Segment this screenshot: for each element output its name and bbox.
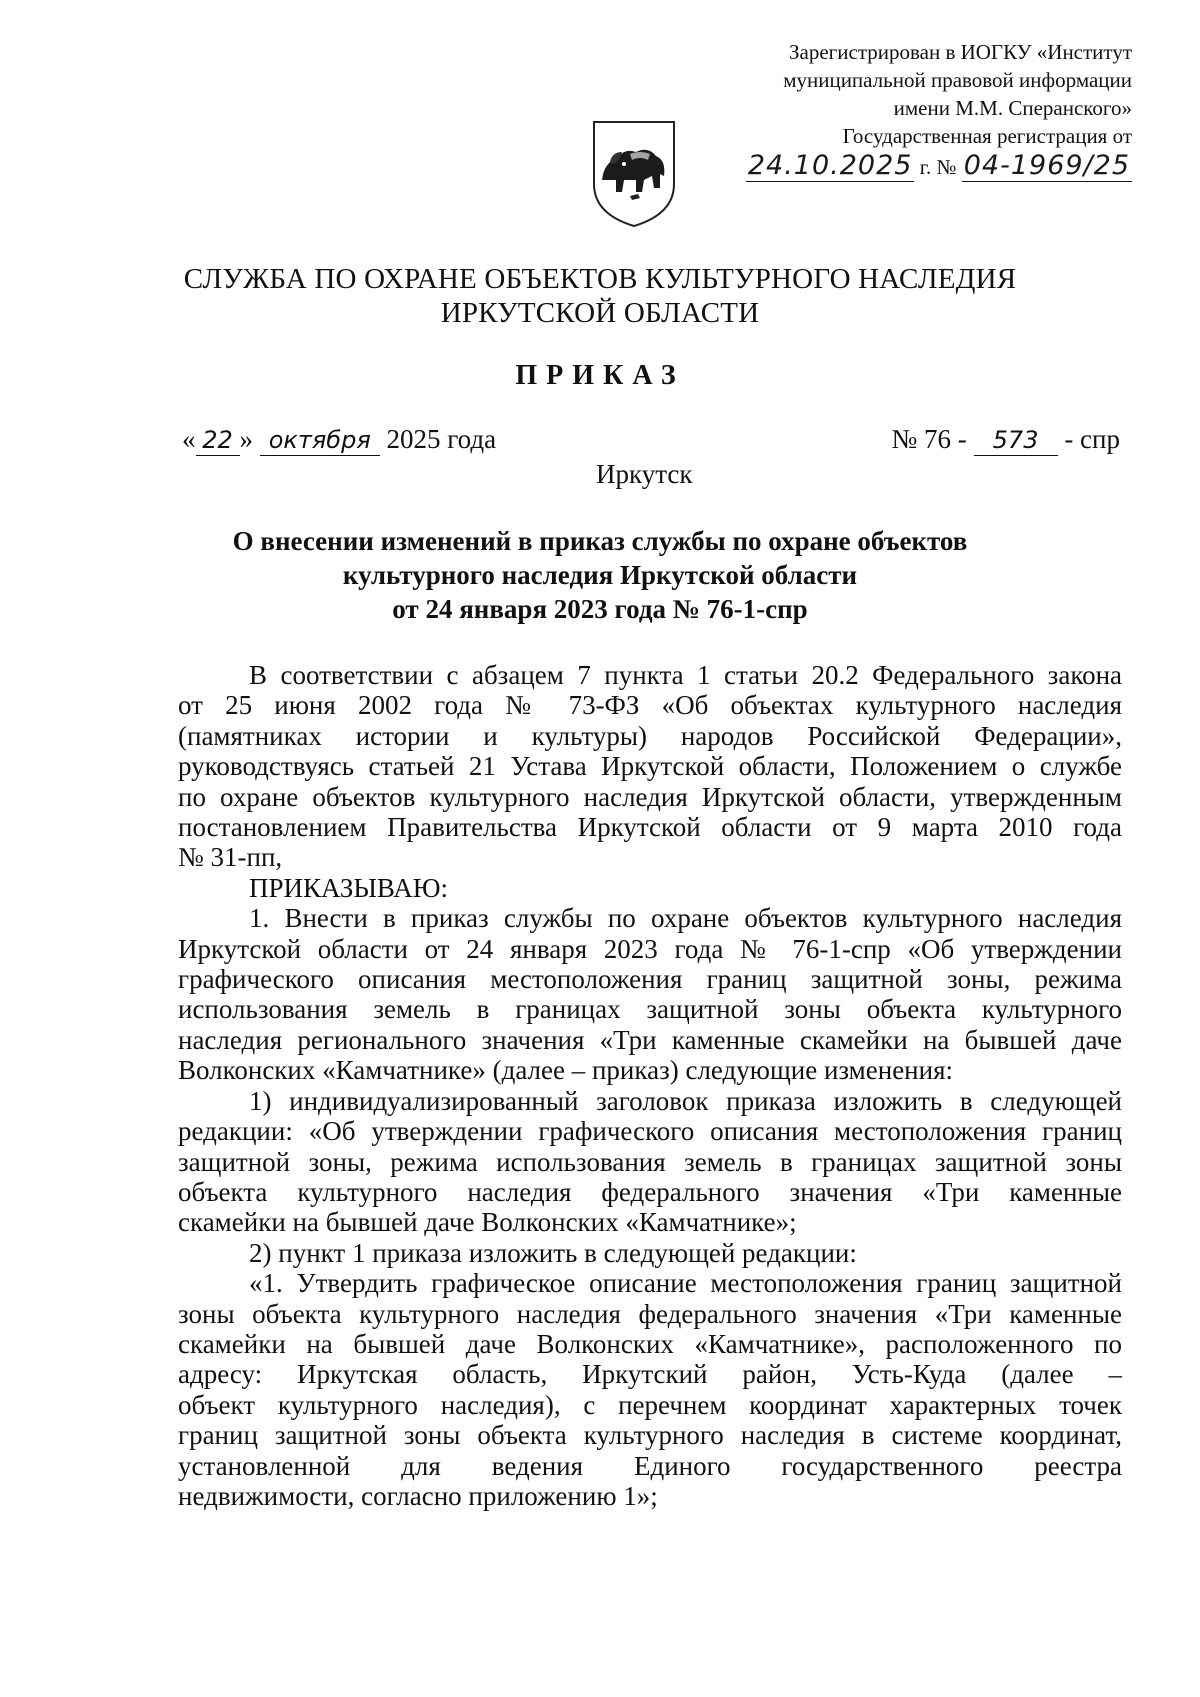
text-line: от 25 июня 2002 года № 73-ФЗ «Об объектах культурного наследия [178, 690, 1122, 721]
text-line: установленной для ведения Единого государственного реестра [178, 1450, 1122, 1481]
organization-name [0, 262, 1200, 330]
registration-date-number [746, 152, 1132, 181]
quote-open: « [182, 424, 196, 454]
text-line: зоны объекта культурного наследия федерального значения «Три каменные [178, 1298, 1122, 1329]
subitem-2-paragraph [178, 1238, 1122, 1268]
registration-line: имени М.М. Сперанского» [893, 96, 1132, 120]
registration-number-prefix: г. № [919, 155, 957, 179]
registration-line: Зарегистрирован в ИОГКУ «Институт [788, 40, 1132, 64]
order-year: 2025 года [386, 424, 497, 454]
organization-line: ИРКУТСКОЙ ОБЛАСТИ [440, 297, 760, 329]
order-date [182, 424, 496, 456]
organization-line: СЛУЖБА ПО ОХРАНЕ ОБЪЕКТОВ КУЛЬТУРНОГО НАСЛЕДИЯ [183, 263, 1017, 295]
item-1-paragraph [178, 903, 1122, 1085]
registration-number: 04-1969/25 [963, 150, 1130, 181]
order-number-handwritten: 573 [992, 426, 1039, 454]
irkutsk-coat-of-arms-icon [590, 118, 678, 228]
text-line: Иркутской области от 24 января 2023 года № 76-1-спр «Об утверждении [178, 933, 1122, 964]
text-line: руководствуясь статьей 21 Устава Иркутской области, Положением о службе [178, 751, 1122, 782]
text-line: «1. Утвердить графическое описание местоположения границ защитной [249, 1268, 1122, 1299]
order-subject [0, 524, 1200, 626]
order-number-suffix: - спр [1064, 424, 1120, 454]
text-line: скамейки на бывшей даче Волконских «Камчатнике»; [178, 1207, 797, 1238]
text-line: графического описания местоположения границ защитной зоны, режима [178, 964, 1122, 995]
text-line: № 31-пп, [178, 842, 283, 873]
text-line: (памятниках истории и культуры) народов Российской Федерации», [178, 720, 1122, 751]
quoted-item-paragraph [178, 1268, 1122, 1511]
text-line: редакции: «Об утверждении графического описания местоположения границ [178, 1116, 1122, 1147]
text-line: 2) пункт 1 приказа изложить в следующей редакции: [249, 1237, 857, 1268]
text-line: В соответствии с абзацем 7 пункта 1 статьи 20.2 Федерального закона [249, 660, 1122, 690]
text-line: границ защитной зоны объекта культурного наследия в системе координат, [178, 1420, 1122, 1451]
subject-line: О внесении изменений в приказ службы по охране объектов [232, 526, 968, 556]
text-line: объект культурного наследия), с перечнем координат характерных точек [178, 1389, 1122, 1420]
order-number-prefix: № 76 - [891, 424, 967, 454]
order-city: Иркутск [596, 459, 693, 489]
text-line: по охране объектов культурного наследия Иркутской области, утвержденным [178, 781, 1122, 812]
text-line: скамейки на бывшей даче Волконских «Камчатнике», расположенного по [178, 1328, 1122, 1359]
quote-close: » [239, 424, 253, 454]
subitem-1-paragraph [178, 1086, 1122, 1238]
order-day: 22 [202, 426, 233, 454]
text-line: 1) индивидуализированный заголовок приказа изложить в следующей [249, 1085, 1122, 1116]
registration-line: муниципальной правовой информации [783, 68, 1132, 92]
text-line: защитной зоны, режима использования земель в границах защитной зоны [178, 1146, 1122, 1177]
text-line: 1. Внести в приказ службы по охране объектов культурного наследия [249, 903, 1122, 934]
text-line: наследия регионального значения «Три каменные скамейки на бывшей даче [178, 1024, 1122, 1055]
registration-stamp [746, 38, 1132, 181]
order-body [178, 660, 1122, 1511]
subject-line: культурного наследия Иркутской области [342, 560, 858, 590]
order-number [892, 424, 1120, 456]
text-line: постановлением Правительства Иркутской области от 9 марта 2010 года [178, 812, 1122, 843]
text-line: использования земель в границах защитной зоны объекта культурного [178, 994, 1122, 1025]
text-line: Волконских «Камчатнике» (далее – приказ) следующие изменения: [178, 1055, 953, 1086]
subject-line: от 24 января 2023 года № 76-1-спр [392, 594, 808, 624]
registration-date: 24.10.2025 [747, 150, 913, 181]
text-line: адресу: Иркутская область, Иркутский район, Усть-Куда (далее – [178, 1359, 1122, 1390]
order-command: ПРИКАЗЫВАЮ: [249, 872, 448, 903]
document-type: ПРИКАЗ [515, 360, 685, 391]
registration-line: Государственная регистрация от [842, 124, 1132, 148]
text-line: объекта культурного наследия федерального значения «Три каменные [178, 1176, 1122, 1207]
order-month: октября [268, 426, 371, 454]
text-line: недвижимости, согласно приложению 1»; [178, 1480, 658, 1511]
preamble-paragraph [178, 660, 1122, 873]
